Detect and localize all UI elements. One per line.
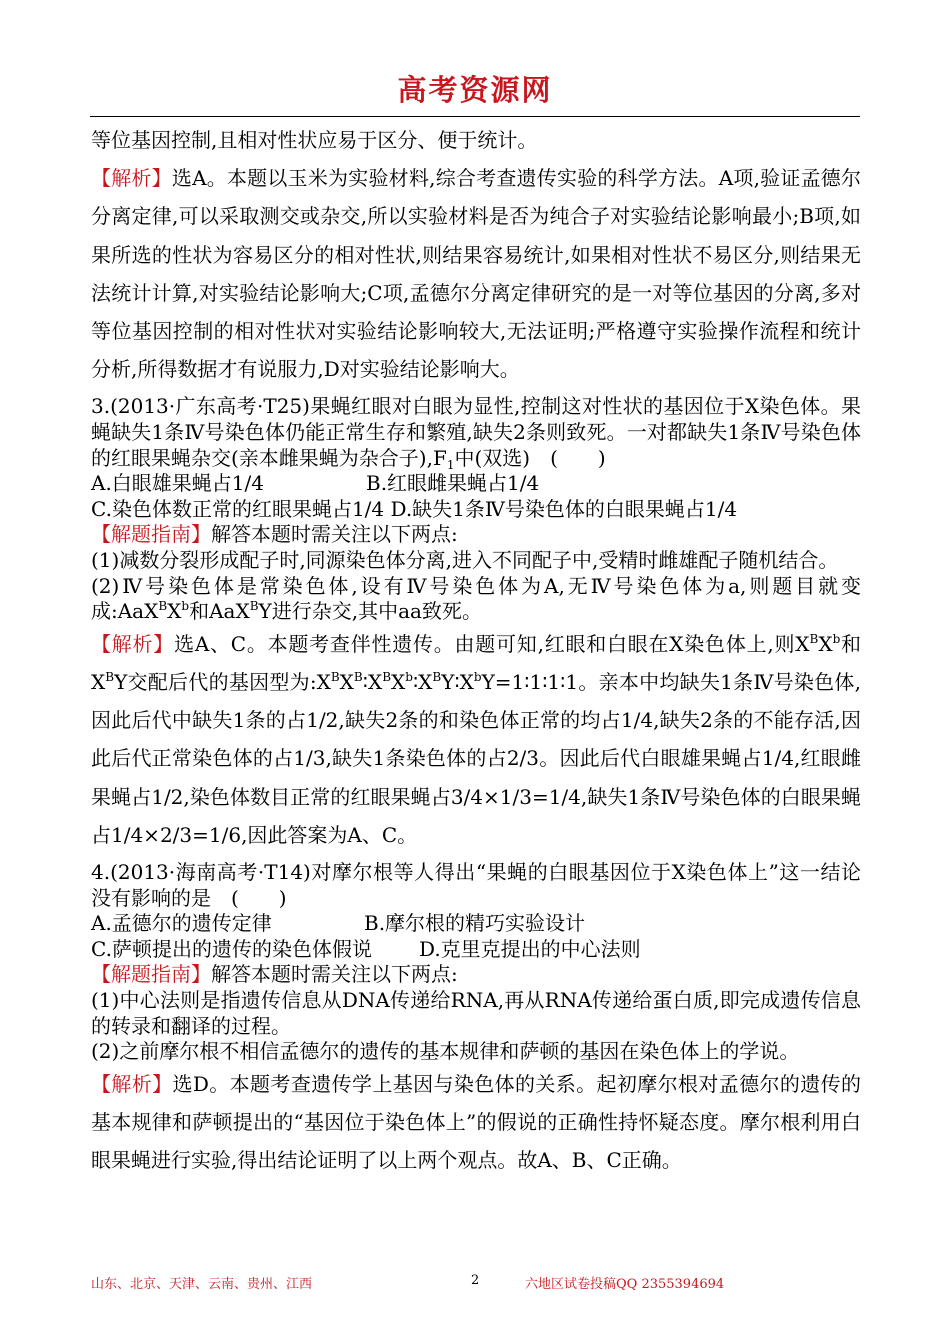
allele-sup: B: [330, 669, 340, 684]
q3-g2-x: X: [167, 599, 182, 624]
guide-text: 解答本题时需关注以下两点:: [211, 522, 458, 547]
footer-regions: 山东、北京、天津、云南、贵州、江西: [91, 1277, 313, 1292]
q3-ans-text: X: [339, 669, 354, 694]
allele-sup: B: [432, 669, 442, 684]
q3-ans-text: X: [391, 669, 406, 694]
allele-sup: b: [181, 599, 190, 614]
q3-g2-text: Y进行杂交,其中aa致死。: [258, 599, 482, 624]
analysis-tag: 【解析】: [91, 631, 175, 656]
q3-ans-text: Y=1∶1∶1∶1。亲本中均缺失1条Ⅳ号染色体,因此后代中缺失1条的占1/2,缺失2条的和染色体正常的均占1/4,缺失2条的不能存活,因此后代正常染色体的占1/3,缺失1条染色体的占2/3。因此后代白眼雄果蝇占1/4,红眼雌果蝇占1/2,染色体数目正常的红眼果蝇占3/4×1/3=1/4,缺失1条Ⅳ号染色体的白眼果蝇占1/4×2/3=1/6,因此答案为A、C。: [91, 669, 861, 847]
allele-sup: B: [158, 599, 168, 614]
q4-ans-text: 选D。本题考查遗传学上基因与染色体的关系。起初摩尔根对孟德尔的遗传的基本规律和萨顿提出的“基因位于染色体上”的假说的正确性持怀疑态度。摩尔根利用白眼果蝇进行实验,得出结论证明了以上两个观点。故A、B、C正确。: [91, 1071, 861, 1173]
allele-sup: b: [405, 669, 413, 684]
allele-sup: B: [249, 599, 259, 614]
guide-tag: 【解题指南】: [91, 522, 211, 547]
q3-g2-text: (2)Ⅳ号染色体是常染色体,设有Ⅳ号染色体为A,无Ⅳ号染色体为a,则题目就变成:AaX: [91, 573, 861, 624]
allele-sup: B: [105, 669, 115, 684]
q3-stem-tail: 中(双选) ( ): [454, 445, 606, 470]
q3-ans-text: X: [818, 631, 833, 656]
q4-guide-point-2: (2)之前摩尔根不相信孟德尔的遗传的基本规律和萨顿的基因在染色体上的学说。: [91, 1039, 800, 1064]
q3-ans-text: 选A、C。本题考查伴性遗传。由题可知,红眼和白眼在X染色体上,则X: [174, 631, 810, 656]
q4-option-d: D.克里克提出的中心法则: [419, 936, 641, 961]
q3-subscript: 1: [446, 457, 455, 472]
q3-option-a: A.白眼雄果蝇占1/4: [91, 471, 264, 496]
q3-guide-point-2: [91, 574, 861, 625]
question-4-options-ab: [91, 911, 861, 937]
q3-guide: [91, 522, 861, 548]
page-header-title: 高考资源网: [397, 73, 553, 107]
q4-option-a: A.孟德尔的遗传定律: [91, 911, 272, 936]
q3-stem-text: 3.(2013·广东高考·T25)果蝇红眼对白眼为显性,控制这对性状的基因位于X染色体。果蝇缺失1条Ⅳ号染色体仍能正常生存和繁殖,缺失2条则致死。一对都缺失1条Ⅳ号染色体的红眼果蝇杂交(亲本雌果蝇为杂合子),F: [91, 394, 861, 470]
q3-ans-text: ∶X: [412, 669, 433, 694]
q3-ans-text: Y交配后代的基因型为:X: [114, 669, 331, 694]
allele-sup: b: [473, 669, 482, 684]
q4-guide-point-1: (1)中心法则是指遗传信息从DNA传递给RNA,再从RNA传递给蛋白质,即完成遗传信息的转录和翻译的过程。: [91, 987, 861, 1038]
allele-sup: B: [809, 631, 819, 646]
guide-text: 解答本题时需关注以下两点:: [211, 962, 458, 987]
allele-sup: B: [353, 669, 363, 684]
allele-sup: b: [832, 631, 841, 646]
continued-paragraph: 等位基因控制,且相对性状应易于区分、便于统计。: [91, 128, 538, 152]
q3-ans-text: 和X: [91, 631, 862, 694]
question-4-stem: 4.(2013·海南高考·T14)对摩尔根等人得出“果蝇的白眼基因位于X染色体上”这一结论没有影响的是 ( ): [91, 859, 861, 910]
page-number: 2: [471, 1273, 480, 1288]
question-3-options-ab: [91, 471, 861, 497]
q3-ans-text: ∶X: [362, 669, 383, 694]
document-body: [91, 121, 861, 1179]
allele-sup: B: [382, 669, 392, 684]
analysis-paragraph-q2: [91, 159, 861, 388]
guide-tag: 【解题指南】: [91, 962, 211, 987]
analysis-paragraph-q4: [91, 1065, 861, 1180]
analysis-text: 选A。本题以玉米为实验材料,综合考查遗传实验的科学方法。A项,验证孟德尔分离定律,可以采取测交或杂交,所以实验材料是否为纯合子对实验结论影响最小;B项,如果所选的性状为容易区分的相对性状,则结果容易统计,如果相对性状不易区分,则结果无法统计计算,对实验结论影响大;C项,孟德尔分离定律研究的是一对等位基因的分离,多对等位基因控制的相对性状对实验结论影响较大,无法证明;严格遵守实验操作流程和统计分析,所得数据才有说服力,D对实验结论影响大。: [91, 166, 862, 382]
q3-g2-text: 和AaX: [189, 599, 250, 624]
q4-guide: [91, 962, 861, 988]
analysis-paragraph-q3: [91, 625, 861, 854]
question-4-options-cd: [91, 937, 861, 963]
analysis-tag: 【解析】: [91, 166, 172, 191]
analysis-tag: 【解析】: [91, 1071, 173, 1096]
question-3-stem: [91, 394, 861, 471]
header-divider: [90, 116, 860, 117]
q3-guide-point-1: (1)减数分裂形成配子时,同源染色体分离,进入不同配子中,受精时雌雄配子随机结合。: [91, 547, 839, 572]
footer-contact: 六地区试卷投稿QQ 2355394694: [525, 1277, 725, 1292]
q4-option-c: C.萨顿提出的遗传的染色体假说: [91, 936, 372, 961]
q3-option-b: B.红眼雌果蝇占1/4: [366, 471, 540, 496]
question-3-options-cd: C.染色体数正常的红眼果蝇占1/4 D.缺失1条Ⅳ号染色体的白眼果蝇占1/4: [91, 496, 738, 521]
q3-ans-text: Y∶X: [441, 669, 474, 694]
q4-option-b: B.摩尔根的精巧实验设计: [364, 911, 586, 936]
